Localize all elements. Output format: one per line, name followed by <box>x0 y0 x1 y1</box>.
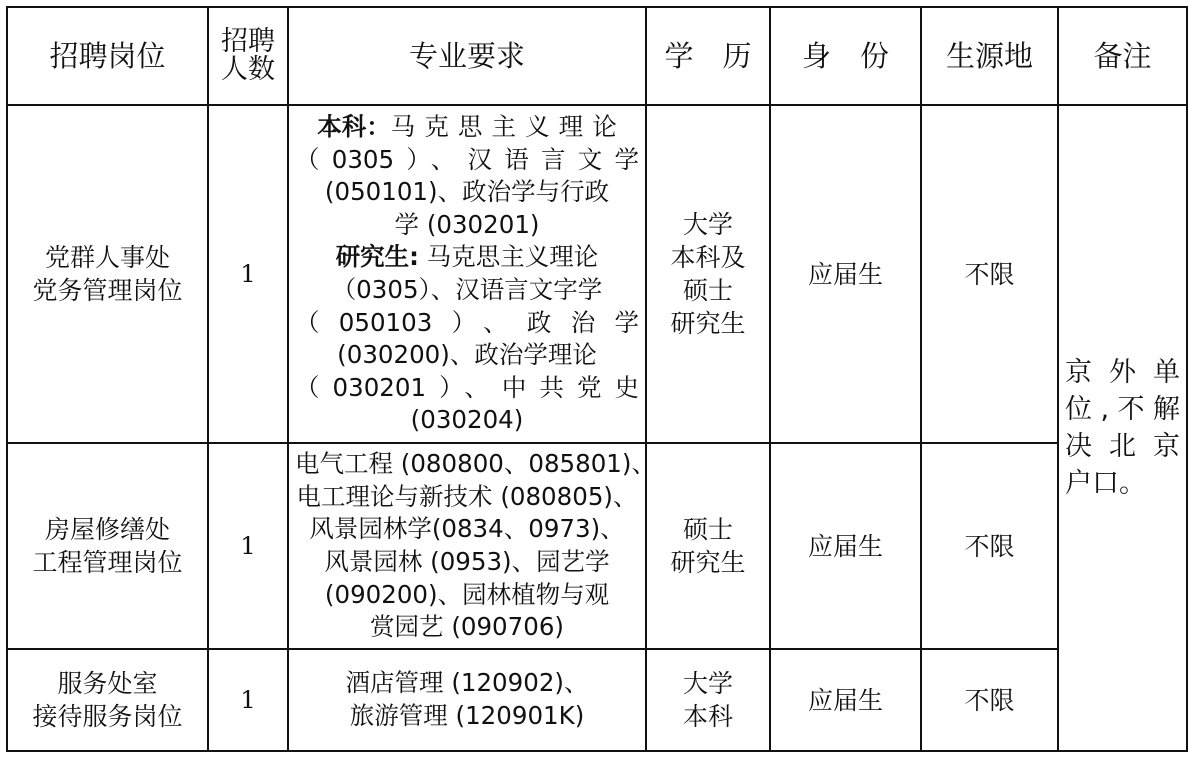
identity-cell: 应届生 <box>770 649 921 751</box>
major-text: 马克思主义理论 <box>390 112 617 142</box>
header-education: 学 历 <box>646 7 770 105</box>
major-line: (050101)、政治学与行政 <box>324 177 610 207</box>
major-line: （0305）、汉语言文字学 <box>331 275 603 304</box>
major-line: 电工理论与新技术 (080805)、 <box>296 481 638 511</box>
note-cell <box>1058 105 1187 751</box>
header-row <box>7 7 1187 105</box>
education-line: 大学 <box>682 669 733 698</box>
major-line <box>295 241 639 274</box>
position-line: 党群人事处 <box>44 243 170 272</box>
education-line: 研究生 <box>670 548 746 577</box>
header-position: 招聘岗位 <box>7 7 208 105</box>
major-cell <box>288 105 646 443</box>
major-cell <box>288 649 646 751</box>
education-line: 硕士 <box>682 515 733 544</box>
header-identity: 身 份 <box>770 7 921 105</box>
major-text: 马克思主义理论 <box>419 242 599 272</box>
position-line: 房屋修缮处 <box>44 515 170 544</box>
position-cell <box>7 105 208 443</box>
count-cell: 1 <box>208 443 288 649</box>
major-line: 风景园林 (0953)、园艺学 <box>324 547 610 576</box>
origin-cell: 不限 <box>921 105 1058 443</box>
major-line: (090200)、园林植物与观 <box>324 579 610 609</box>
position-line: 党务管理岗位 <box>32 276 183 305</box>
major-line: （050103）、政治学 <box>295 307 639 337</box>
origin-cell: 不限 <box>921 443 1058 649</box>
major-line: 风景园林学(0834、0973)、 <box>309 514 625 544</box>
position-cell <box>7 443 208 649</box>
undergrad-label: 本科： <box>317 112 391 142</box>
education-line: 大学 <box>682 210 733 239</box>
education-cell <box>646 649 770 751</box>
note-line: 京外单 <box>1065 356 1180 388</box>
header-origin: 生源地 <box>921 7 1058 105</box>
header-count-line1: 招聘 <box>221 25 275 57</box>
recruitment-table <box>6 6 1188 752</box>
major-cell <box>288 443 656 649</box>
identity-cell: 应届生 <box>770 105 921 443</box>
note-line: 位,不解 <box>1065 393 1180 425</box>
count-cell: 1 <box>208 105 288 443</box>
header-note: 备注 <box>1058 7 1187 105</box>
table-row <box>7 649 1187 751</box>
major-line: 旅游管理 (120901K) <box>349 701 585 730</box>
table-row <box>7 105 1187 443</box>
major-line: （030201）、中共党史 <box>295 372 639 402</box>
count-cell: 1 <box>208 649 288 751</box>
major-line: 学 (030201) <box>394 209 540 239</box>
major-line: (030200)、政治学理论 <box>337 340 597 370</box>
major-line <box>295 111 639 144</box>
major-line: 电气工程 (080800、085801)、 <box>295 449 656 479</box>
education-cell <box>646 105 770 443</box>
major-line: （0305）、汉语言文学 <box>295 144 639 174</box>
postgrad-label: 研究生: <box>335 242 419 272</box>
education-cell <box>646 443 770 649</box>
education-line: 硕士 <box>682 276 733 305</box>
education-line: 研究生 <box>670 309 746 338</box>
position-line: 服务处室 <box>57 669 158 698</box>
note-line: 户口。 <box>1065 468 1146 500</box>
table-row <box>7 443 1187 649</box>
position-line: 接待服务岗位 <box>32 702 183 731</box>
major-line: 酒店管理 (120902)、 <box>345 668 589 698</box>
header-count-line2: 人数 <box>221 54 275 85</box>
origin-cell: 不限 <box>921 649 1058 751</box>
identity-cell: 应届生 <box>770 443 921 649</box>
education-line: 本科及 <box>670 243 746 272</box>
position-cell <box>7 649 208 751</box>
note-line: 决北京 <box>1065 431 1180 462</box>
major-line: (030204) <box>410 405 524 435</box>
header-major: 专业要求 <box>288 7 646 105</box>
header-count <box>208 7 288 105</box>
education-line: 本科 <box>682 702 733 731</box>
major-line: 赏园艺 (090706) <box>370 612 564 642</box>
position-line: 工程管理岗位 <box>32 548 183 577</box>
